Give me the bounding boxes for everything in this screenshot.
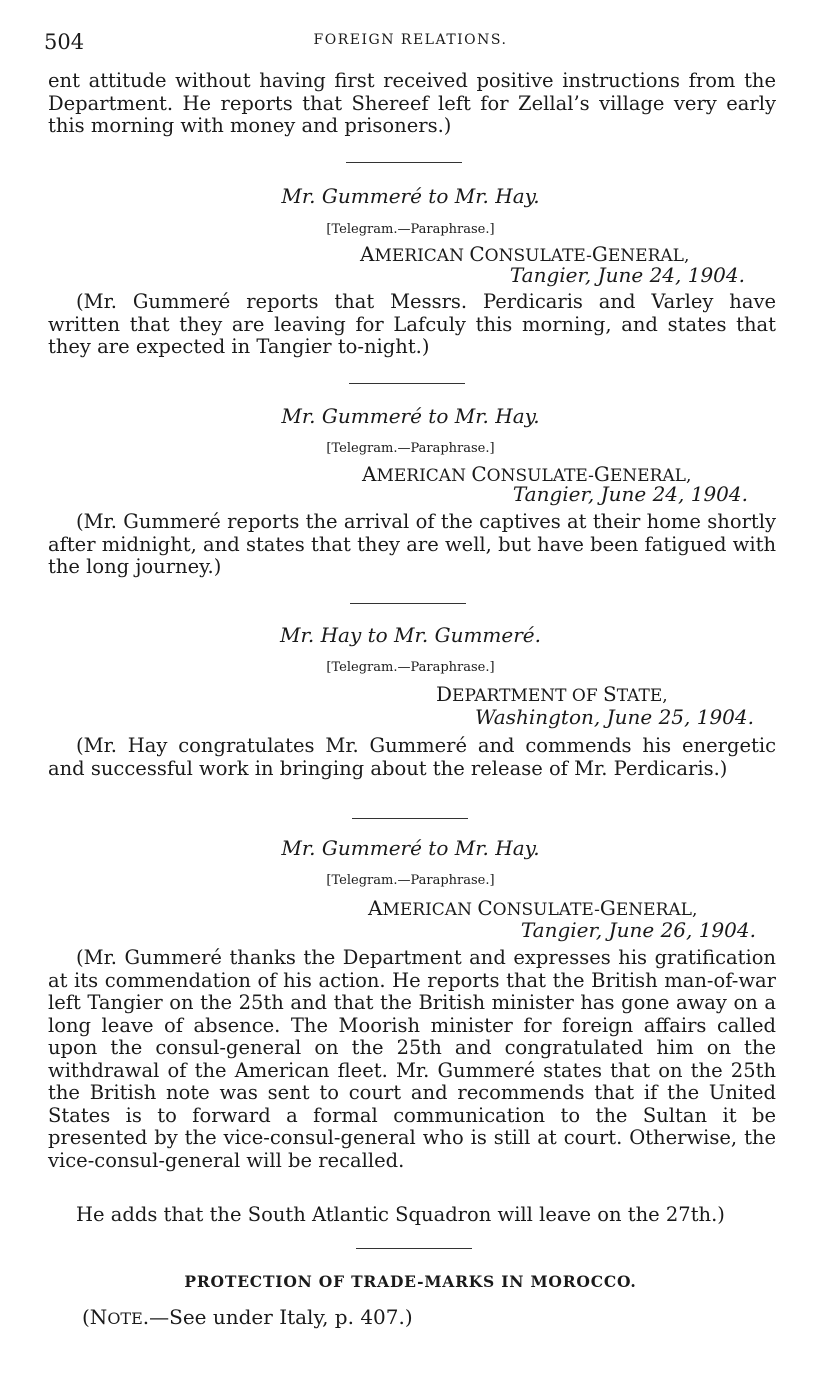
telegram-body: (Mr. Gummeré reports that Messrs. Perdicaris and Varley have written that they are leaving for Lafculy this morning, and states that they are expected in Tangier to-night.)	[48, 290, 776, 358]
telegram-note: [Telegram.—Paraphrase.]	[326, 660, 495, 675]
office-line: DEPARTMENT OF STATE,	[436, 682, 668, 706]
office-line: AMERICAN CONSULATE-GENERAL,	[360, 242, 690, 266]
letter-heading: Mr. Hay to Mr. Gummeré.	[280, 623, 541, 647]
place-date: Washington, June 25, 1904.	[474, 705, 754, 729]
separator-rule	[349, 383, 465, 384]
separator-rule	[346, 162, 462, 163]
separator-rule	[356, 1248, 472, 1249]
page-number: 504	[44, 30, 85, 54]
place-date: Tangier, June 24, 1904.	[509, 263, 745, 287]
section-title: PROTECTION OF TRADE-MARKS IN MOROCCO.	[184, 1272, 637, 1291]
telegram-body-continued: He adds that the South Atlantic Squadron will leave on the 27th.)	[76, 1203, 725, 1226]
letter-heading: Mr. Gummeré to Mr. Hay.	[281, 184, 540, 208]
telegram-body: (Mr. Gummeré thanks the Department and expresses his gratification at its commendation of his action. He reports that the British man-of-war left Tangier on the 25th and that the British minister has gone away on a long leave of absence. The Moorish minister for foreign affairs called upon the consul-general on the 25th and congratulated him on the withdrawal of the American fleet. Mr. Gummeré states that on the 25th the British note was sent to court and recommends that if the United States is to forward a formal communication to the Sultan it be presented by the vice-consul-general who is still at court. Otherwise, the vice-consul-general will be recalled.	[48, 946, 776, 1172]
office-line: AMERICAN CONSULATE-GENERAL,	[362, 462, 692, 486]
place-date: Tangier, June 26, 1904.	[520, 918, 756, 942]
telegram-body: (Mr. Hay congratulates Mr. Gummeré and commends his energetic and successful work in bringing about the release of Mr. Perdicaris.)	[48, 734, 776, 780]
telegram-note: [Telegram.—Paraphrase.]	[326, 222, 495, 237]
running-title: FOREIGN RELATIONS.	[313, 32, 508, 48]
letter-heading: Mr. Gummeré to Mr. Hay.	[281, 404, 540, 428]
telegram-body: (Mr. Gummeré reports the arrival of the captives at their home shortly after midnight, and states that they are well, but have been fatigued with the long journey.)	[48, 510, 776, 578]
separator-rule	[350, 603, 466, 604]
telegram-note: [Telegram.—Paraphrase.]	[326, 873, 495, 888]
cross-reference-note: (NOTE.—See under Italy, p. 407.)	[82, 1305, 413, 1329]
telegram-note: [Telegram.—Paraphrase.]	[326, 441, 495, 456]
letter-heading: Mr. Gummeré to Mr. Hay.	[281, 836, 540, 860]
intro-paragraph: ent attitude without having first received positive instructions from the Department. He reports that Shereef left for Zellal’s village very early this morning with money and prisoners.)	[48, 69, 776, 137]
place-date: Tangier, June 24, 1904.	[512, 482, 748, 506]
office-line: AMERICAN CONSULATE-GENERAL,	[368, 896, 698, 920]
separator-rule	[352, 818, 468, 819]
